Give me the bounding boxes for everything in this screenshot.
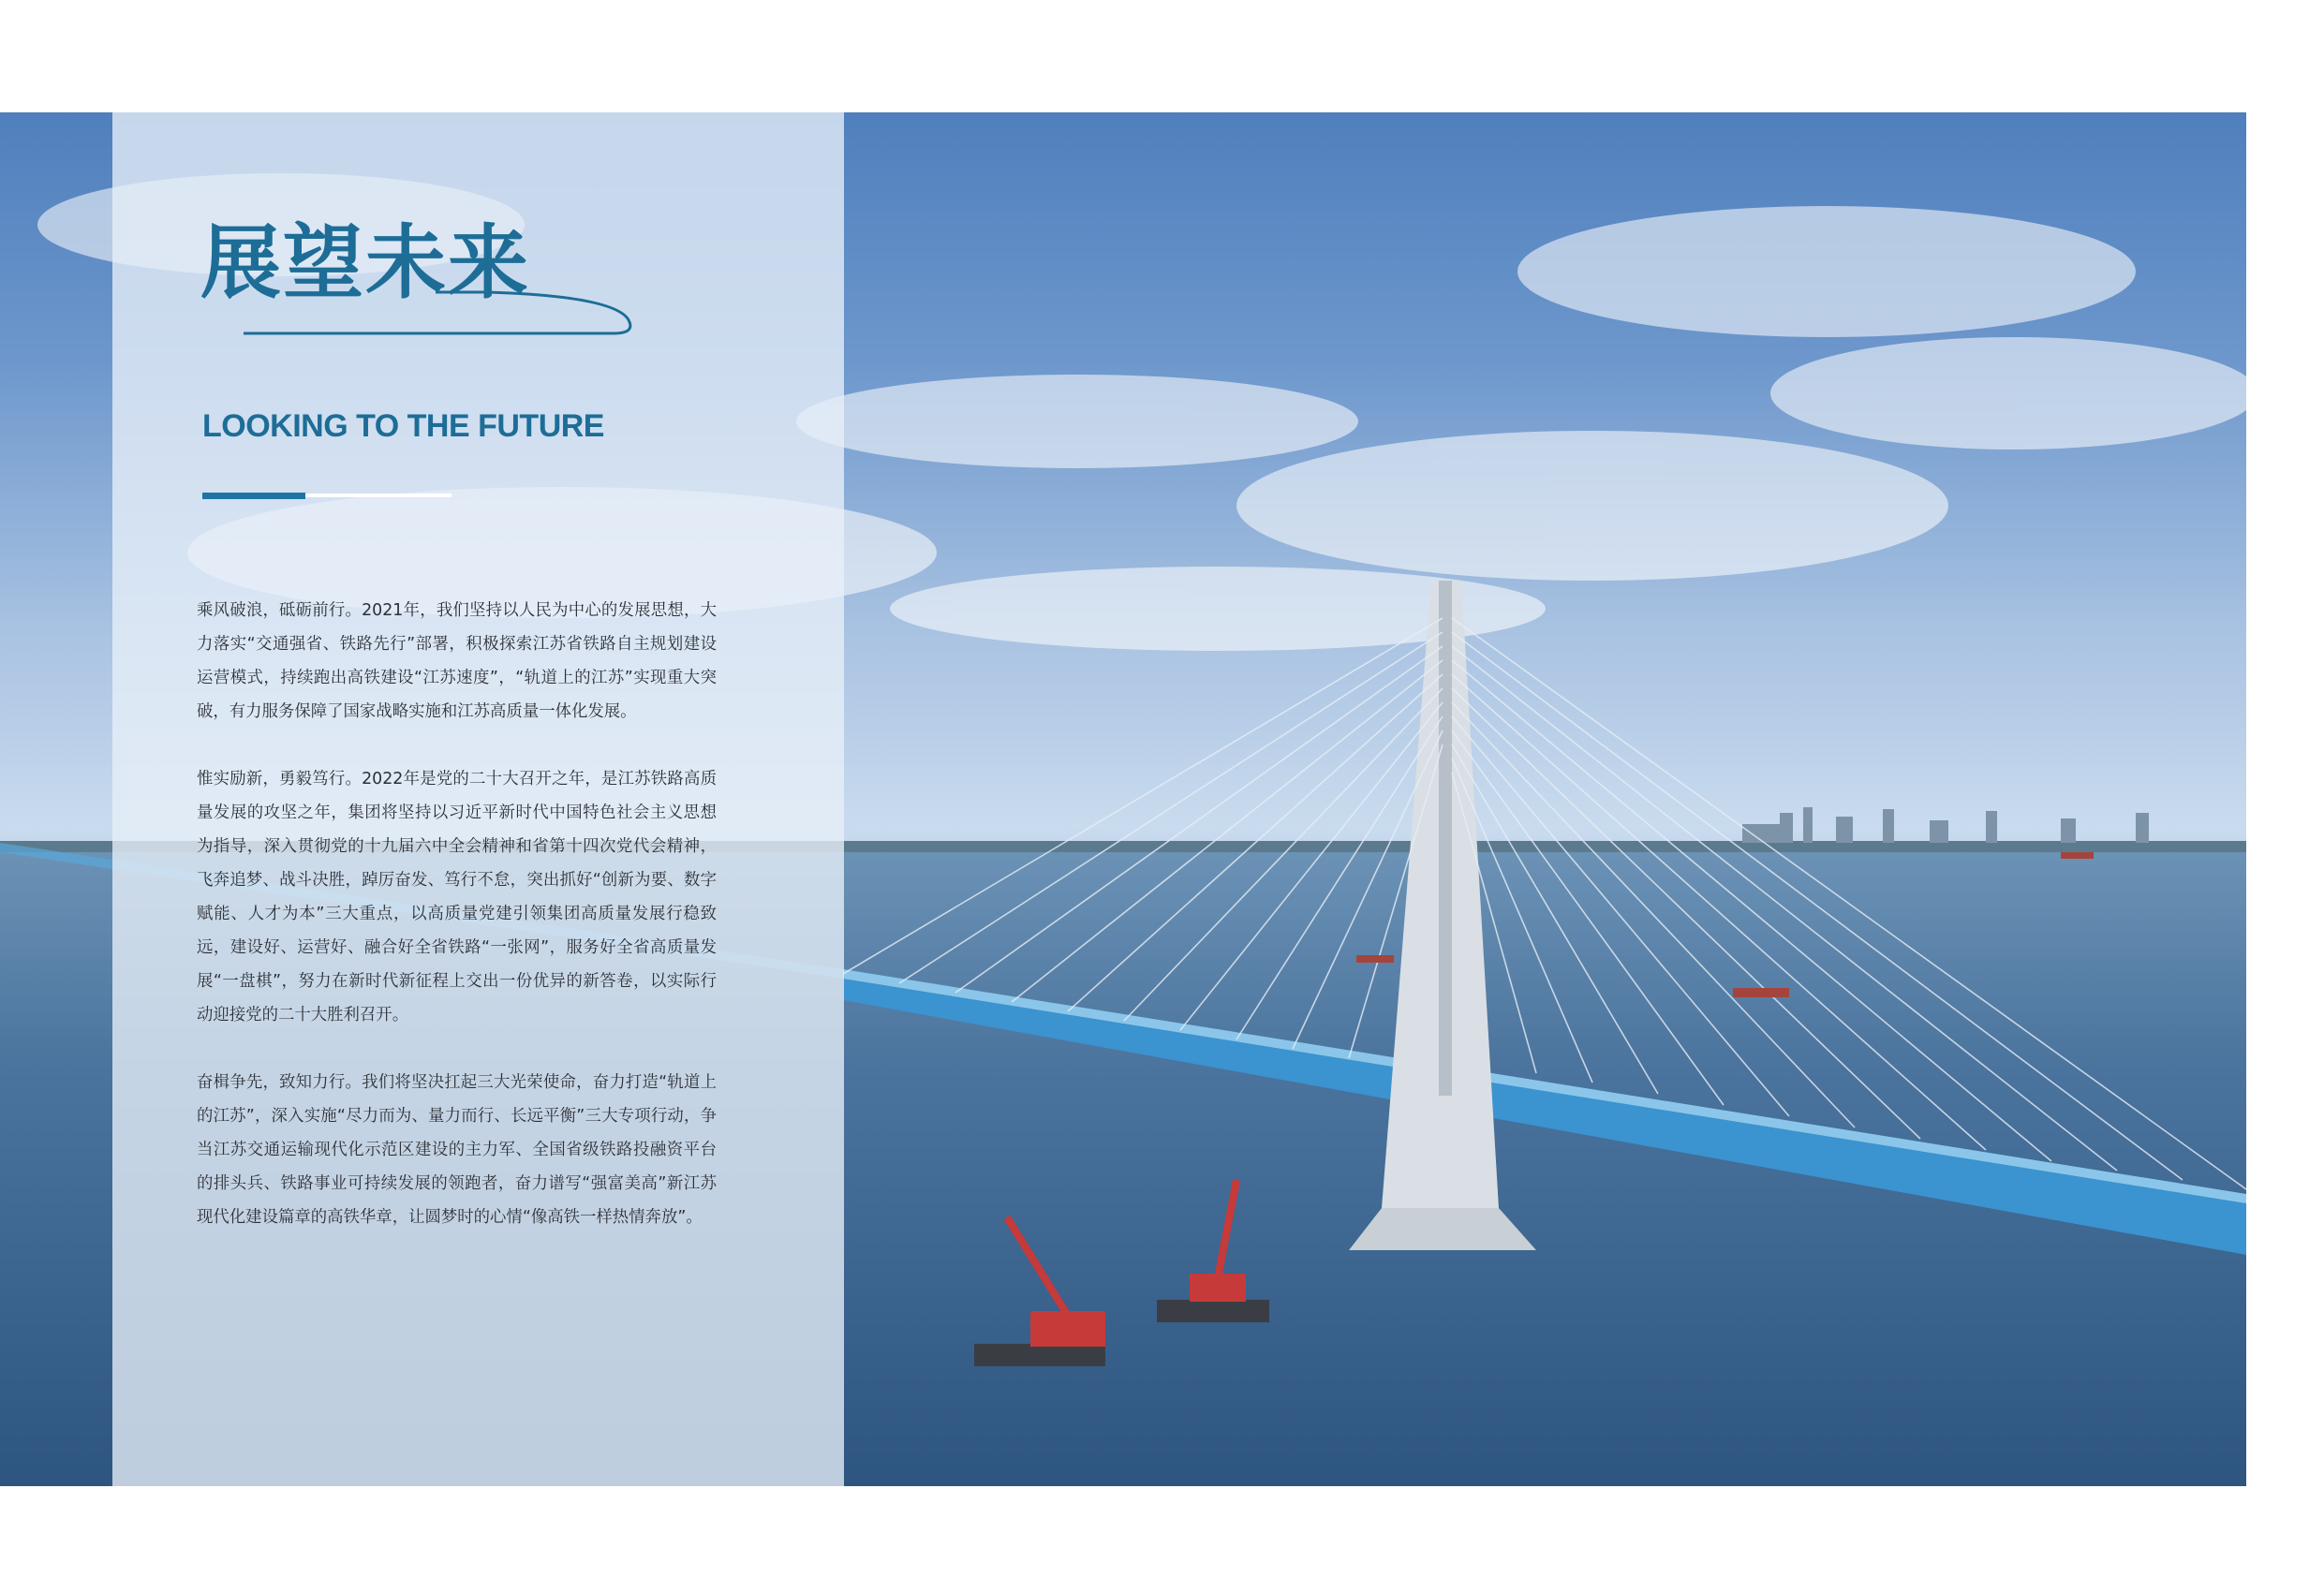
page-title: 展望未来 <box>200 215 530 310</box>
accent-bar <box>202 493 305 499</box>
train-line-icon <box>244 277 656 352</box>
paragraph: 乘风破浪，砥砺前行。2021年，我们坚持以人民为中心的发展思想，大力落实“交通强省、铁路先行”部署，积极探索江苏省铁路自主规划建设运营模式，持续跑出高铁建设“江苏速度”，“轨道上的江苏”实现重大突破，有力服务保障了国家战略实施和江苏高质量一体化发展。 <box>197 601 717 721</box>
paragraph: 惟实励新，勇毅笃行。2022年是党的二十大召开之年，是江苏铁路高质量发展的攻坚之年，集团将坚持以习近平新时代中国特色社会主义思想为指导，深入贯彻党的十九届六中全会精神和省第十四次党代会精神，飞奔追梦、战斗决胜，踔厉奋发、笃行不怠，突出抓好“创新为要、数字赋能、人才为本”三大重点，以高质量党建引领集团高质量发展行稳致远，建设好、运营好、融合好全省铁路“一张网”，服务好全省高质量发展“一盘棋”，努力在新时代新征程上交出一份优异的新答卷，以实际行动迎接党的二十大胜利召开。 <box>197 770 717 1024</box>
body-text <box>197 594 717 1268</box>
skyline <box>1742 807 2149 843</box>
paragraph: 奋楫争先，致知力行。我们将坚决扛起三大光荣使命，奋力打造“轨道上的江苏”，深入实施“尽力而为、量力而行、长远平衡”三大专项行动，争当江苏交通运输现代化示范区建设的主力军、全国省级铁路投融资平台的排头兵、铁路事业可持续发展的领跑者，奋力谱写“强富美高”新江苏现代化建设篇章的高铁华章，让圆梦时的心情“像高铁一样热情奔放”。 <box>197 1073 717 1227</box>
accent-bar-light <box>305 494 451 497</box>
page-subtitle: LOOKING TO THE FUTURE <box>202 408 604 444</box>
